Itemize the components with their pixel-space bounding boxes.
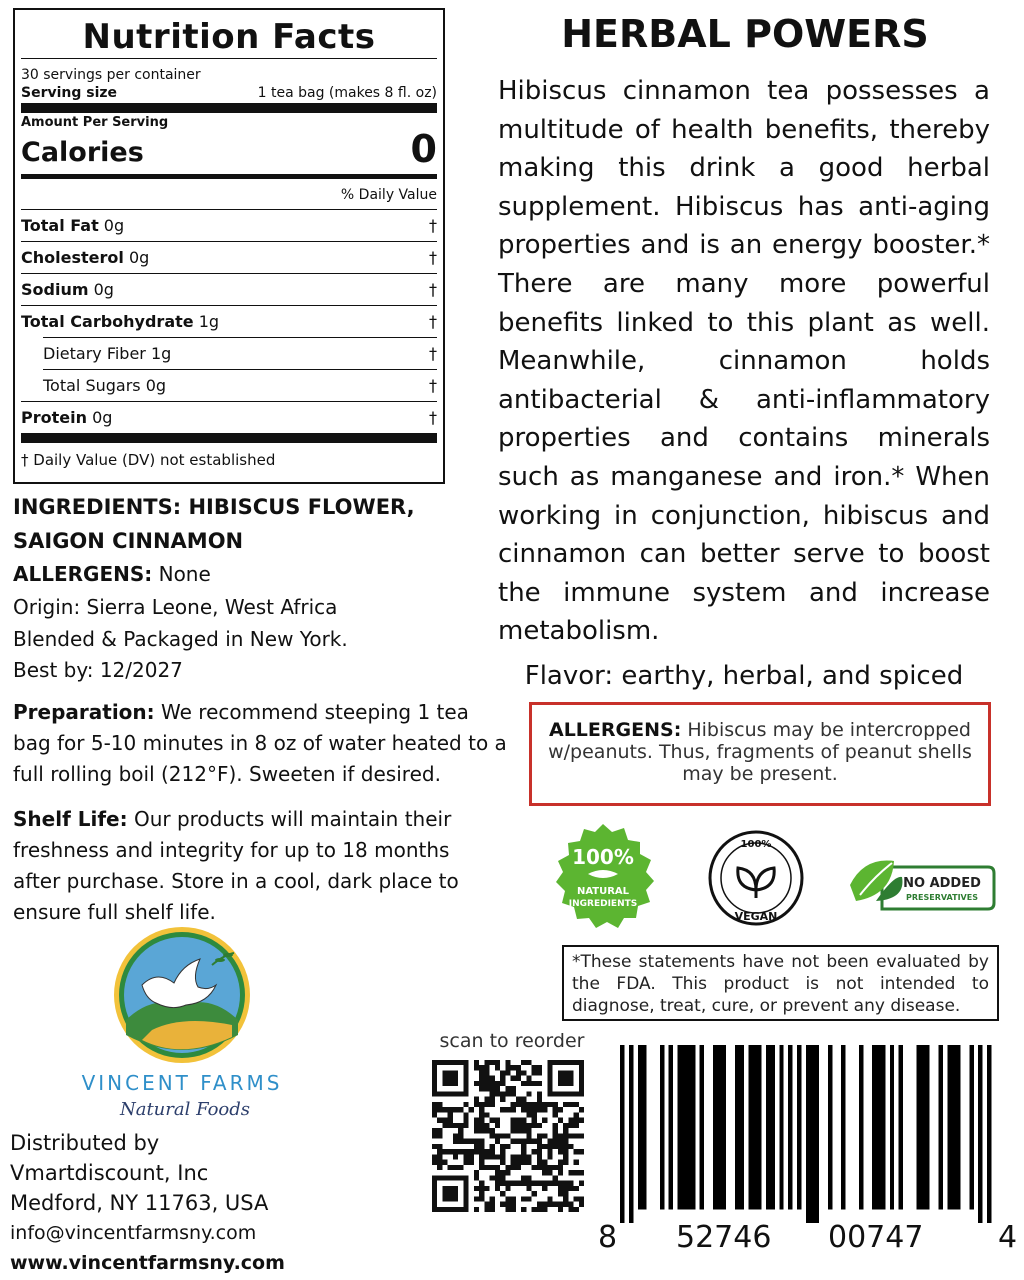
calories-label: Calories xyxy=(21,137,144,168)
amount-per-serving: Amount Per Serving xyxy=(21,115,169,130)
upc-barcode-icon xyxy=(598,1045,1018,1223)
nutrient-row: Sodium 0g † xyxy=(21,273,437,305)
daily-value-header: % Daily Value xyxy=(340,187,437,203)
vincent-farms-logo-icon xyxy=(112,925,252,1065)
distributor-website[interactable]: www.vincentfarmsny.com xyxy=(10,1252,285,1274)
nutrient-row: Protein 0g † xyxy=(21,401,437,433)
nutrition-facts-panel xyxy=(13,8,445,484)
barcode-digit-prefix: 8 xyxy=(598,1220,618,1255)
svg-text:INGREDIENTS: INGREDIENTS xyxy=(568,899,638,909)
distributed-by: Distributed by xyxy=(10,1131,160,1155)
calories-value: 0 xyxy=(410,127,437,171)
scan-to-reorder-label: scan to reorder xyxy=(439,1030,585,1052)
nutrition-title: Nutrition Facts xyxy=(82,17,376,57)
servings-per-container: 30 servings per container xyxy=(21,67,201,83)
flavor-line: Flavor: earthy, herbal, and spiced xyxy=(524,661,964,691)
best-by: Best by: 12/2027 xyxy=(13,658,183,682)
distributor-address: Medford, NY 11763, USA xyxy=(10,1191,269,1215)
nutrient-row: Total Carbohydrate 1g † xyxy=(21,305,437,337)
serving-size-label: Serving size xyxy=(21,85,118,101)
preparation: Preparation: We recommend steeping 1 tea bag for 5-10 minutes in 8 oz of water heated to a full rolling boil (212°F). Sweeten if desired. xyxy=(13,700,507,786)
dv-footnote: † Daily Value (DV) not established xyxy=(21,451,276,469)
brand-tagline: Natural Foods xyxy=(119,1099,251,1120)
nutrient-row: Cholesterol 0g † xyxy=(21,241,437,273)
herbal-powers-title: HERBAL POWERS xyxy=(561,12,929,56)
svg-text:VEGAN: VEGAN xyxy=(734,910,778,923)
nutrient-row: Total Sugars 0g † xyxy=(43,369,437,401)
barcode-digits-right: 00747 xyxy=(828,1220,924,1255)
distributor-email[interactable]: info@vincentfarmsny.com xyxy=(10,1222,257,1244)
brand-name: VINCENT FARMS xyxy=(81,1071,283,1095)
origin: Origin: Sierra Leone, West Africa xyxy=(13,595,338,619)
shelf-life: Shelf Life: Our products will maintain their freshness and integrity for up to 18 months after purchase. Store in a cool, dark place to ensure full shelf life. xyxy=(13,807,459,924)
blended-packaged: Blended & Packaged in New York. xyxy=(13,627,348,651)
allergen-warning-box xyxy=(529,702,991,806)
vegan-badge-icon xyxy=(706,828,806,928)
barcode-digits-left: 52746 xyxy=(676,1220,772,1255)
allergen-warning-label: ALLERGENS: xyxy=(549,719,682,741)
ingredients: INGREDIENTS: HIBISCUS FLOWER, SAIGON CINNAMON xyxy=(13,495,415,553)
svg-text:NATURAL: NATURAL xyxy=(576,886,630,897)
svg-text:NO ADDED: NO ADDED xyxy=(903,876,981,891)
calories-row xyxy=(21,127,437,171)
nutrient-row: Dietary Fiber 1g † xyxy=(43,337,437,369)
svg-text:100%: 100% xyxy=(572,845,634,869)
svg-text:100%: 100% xyxy=(740,839,772,850)
svg-text:PRESERVATIVES: PRESERVATIVES xyxy=(906,893,978,902)
reorder-qr-code-icon[interactable] xyxy=(432,1060,584,1212)
distributor-block xyxy=(10,1128,340,1278)
fda-disclaimer: *These statements have not been evaluated by the FDA. This product is not intended to diagnose, treat, cure, or prevent any disease. xyxy=(562,945,999,1021)
serving-size-row xyxy=(21,83,437,103)
nutrient-row: Total Fat 0g † xyxy=(21,209,437,241)
distributor-company: Vmartdiscount, Inc xyxy=(10,1161,209,1185)
allergens-line: ALLERGENS: None xyxy=(13,562,211,586)
barcode-digit-check: 4 xyxy=(998,1220,1018,1255)
serving-size-value: 1 tea bag (makes 8 fl. oz) xyxy=(257,85,437,101)
natural-ingredients-badge-icon xyxy=(548,822,658,932)
herbal-powers-body: Hibiscus cinnamon tea possesses a multitude of health benefits, thereby making this drink a good herbal supplement. Hibiscus has anti-aging properties and is an energy booster.* There are many more powerful benefits linked to this plant as well. Meanwhile, cinnamon holds antibacterial & anti-inflammatory properties and contains minerals such as manganese and iron.* When working in conjunction, hibiscus and cinnamon can better serve to boost the immune system and increase metabolism. xyxy=(498,76,990,647)
allergen-warning-text: Hibiscus may be intercropped w/peanuts. Thus, fragments of peanut shells may be present. xyxy=(548,719,972,785)
no-added-preservatives-badge-icon xyxy=(846,855,996,915)
